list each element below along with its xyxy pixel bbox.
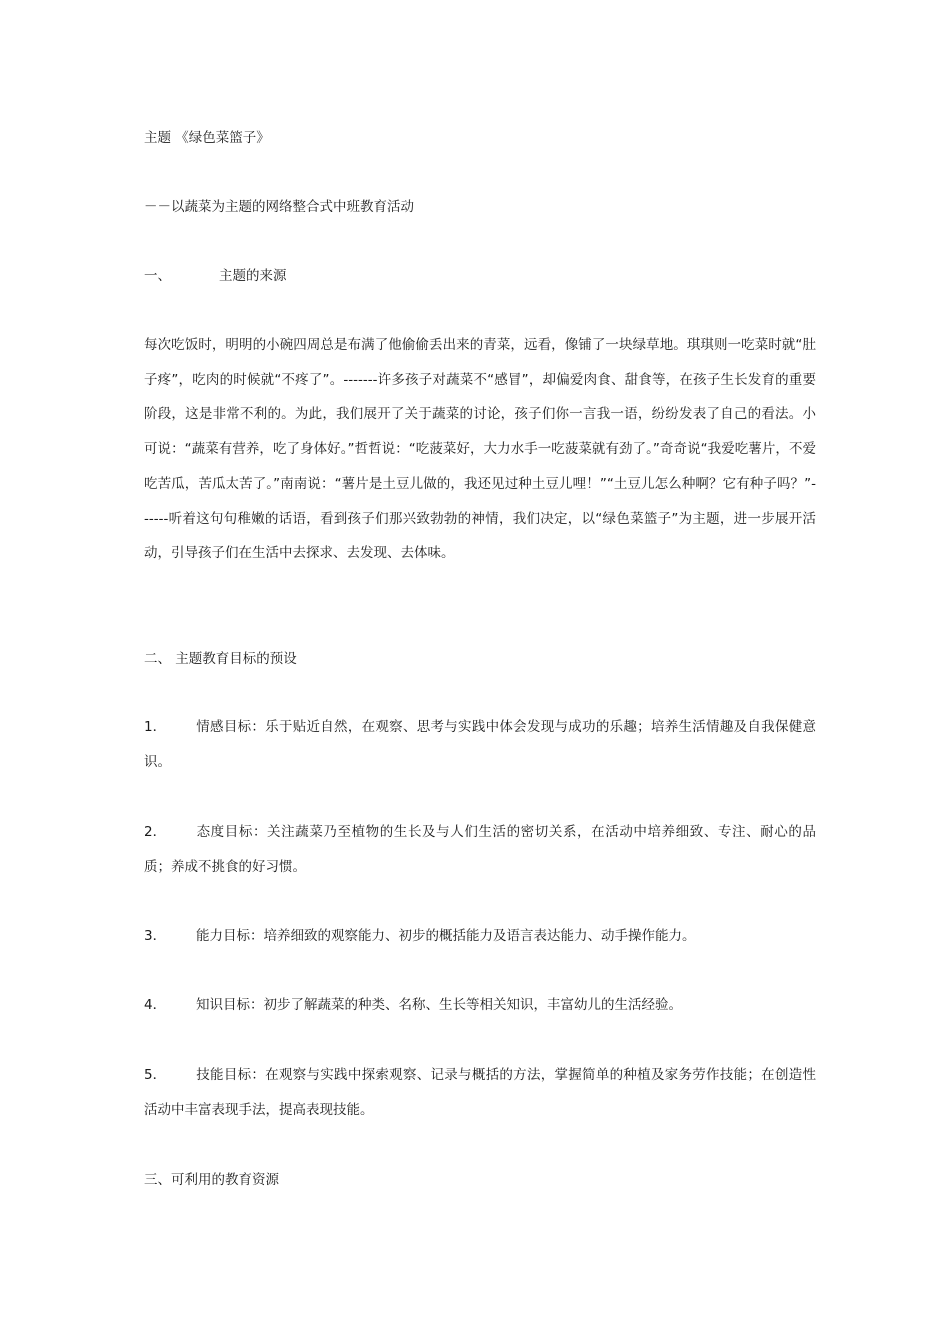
goal-item-3 <box>144 919 816 954</box>
goal-item-2 <box>144 815 816 884</box>
section-1-title: 主题的来源 <box>219 268 287 284</box>
goal-text: 能力目标：培养细致的观察能力、初步的概括能力及语言表达能力、动手操作能力。 <box>196 928 696 944</box>
goal-number: 1． <box>144 719 167 735</box>
goal-text: 态度目标：关注蔬菜乃至植物的生长及与人们生活的密切关系，在活动中培养细致、专注、耐心的品质；养成不挑食的好习惯。 <box>144 824 816 875</box>
goal-number: 4． <box>144 997 167 1013</box>
section-1-body: 每次吃饭时，明明的小碗四周总是布满了他偷偷丢出来的青菜，远看，像铺了一块绿草地。琪琪则一吃菜时就“肚子疼”，吃肉的时候就“不疼了”。-------许多孩子对蔬菜不“感冒”，却偏爱肉食、甜食等，在孩子生长发育的重要阶段，这是非常不利的。为此，我们展开了关于蔬菜的讨论，孩子们你一言我一语，纷纷发表了自己的看法。小可说：“蔬菜有营养，吃了身体好。”哲哲说：“吃菠菜好，大力水手一吃菠菜就有劲了。”奇奇说“我爱吃薯片，不爱吃苦瓜，苦瓜太苦了。”南南说：“薯片是土豆儿做的，我还见过种土豆儿哩！”“土豆儿怎么种啊？它有种子吗？”------听着这句句稚嫩的话语，看到孩子们那兴致勃勃的神情，我们决定，以“绿色菜篮子”为主题，进一步展开活动，引导孩子们在生活中去探求、去发现、去体味。 <box>144 337 816 562</box>
goal-text: 知识目标：初步了解蔬菜的种类、名称、生长等相关知识，丰富幼儿的生活经验。 <box>196 997 682 1013</box>
section-1-heading <box>144 266 287 286</box>
goal-number: 2． <box>144 824 167 840</box>
section-3-heading: 三、可利用的教育资源 <box>144 1172 279 1188</box>
goal-text: 情感目标：乐于贴近自然，在观察、思考与实践中体会发现与成功的乐趣；培养生活情趣及自我保健意识。 <box>144 719 816 770</box>
section-2-heading: 二、 主题教育目标的预设 <box>144 651 297 667</box>
goal-number: 3． <box>144 928 167 944</box>
doc-title: 主题 《绿色菜篮子》 <box>144 130 270 146</box>
section-1-number: 一、 <box>144 268 171 284</box>
goal-item-1 <box>144 710 816 779</box>
doc-subtitle: －－以蔬菜为主题的网络整合式中班教育活动 <box>144 199 414 215</box>
goal-text: 技能目标：在观察与实践中探索观察、记录与概括的方法，掌握简单的种植及家务劳作技能；在创造性活动中丰富表现手法，提高表现技能。 <box>144 1067 816 1118</box>
goal-item-5 <box>144 1058 816 1127</box>
goal-item-4 <box>144 988 816 1023</box>
goal-number: 5． <box>144 1067 167 1083</box>
